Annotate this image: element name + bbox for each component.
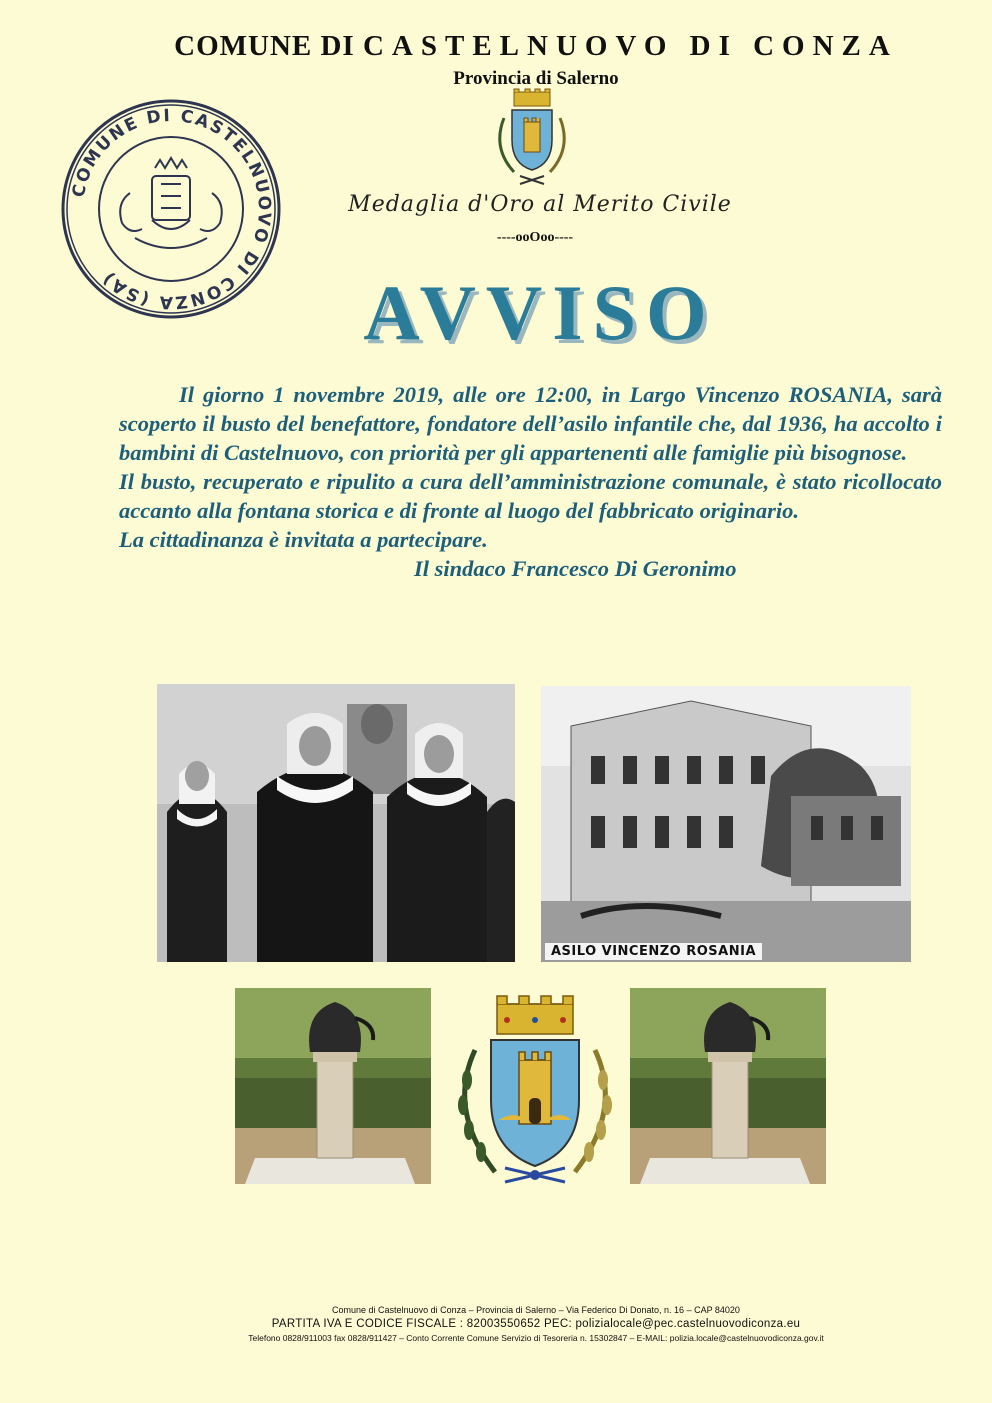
body-paragraph-2: Il busto, recuperato e ripulito a cura dell’amministrazione comunale, è stato ricollocato accanto alla fontana storica e di fronte al luogo del fabbricato originario. [119,469,942,523]
title-town: CASTELNUOVO DI CONZA [362,30,898,62]
coat-of-arms-large [445,990,625,1186]
footer-tax-pec: PARTITA IVA E CODICE FISCALE : 82003550652 PEC: polizialocale@pec.castelnuovodiconza.eu [271,1318,801,1330]
photo-caption: ASILO VINCENZO ROSANIA [545,943,762,960]
photo-covered-bust-left [235,988,431,1184]
footer-address: Comune di Castelnuovo di Conza – Provincia di Salerno – Via Federico Di Donato, n. 16 – CAP 84020 [332,1305,740,1315]
photo-asylum-building [541,686,911,962]
title-prefix: COMUNE DI [174,30,355,62]
municipal-stamp [60,98,282,320]
mayor-signature: Il sindaco Francesco Di Geronimo [414,556,737,581]
photo-covered-bust-right [630,988,826,1184]
stamp-text: COMUNE DI CASTELNUOVO DI CONZA (SA) [68,105,275,313]
body-paragraph-3: La cittadinanza è invitata a partecipare. [119,527,488,552]
province-subtitle: Provincia di Salerno [453,68,619,89]
decorative-separator: ----ooOoo---- [496,230,574,245]
notice-body [119,380,942,583]
coat-of-arms-small [484,88,580,192]
body-paragraph-1: Il giorno 1 novembre 2019, alle ore 12:00, in Largo Vincenzo ROSANIA, sarà scoperto il busto del benefattore, fondatore dell’asilo infantile che, dal 1936, ha accolto i bambini di Castelnuovo, con priorità per gli appartenenti alle famiglie più bisognose. [119,382,942,465]
stamp-emblem-icon [120,158,222,248]
photo-nuns [157,684,515,962]
medal-motto: Medaglia d'Oro al Merito Civile [348,192,732,217]
notice-heading: AVVISO [363,269,717,356]
municipality-title [0,30,992,63]
footer-contacts: Telefono 0828/911003 fax 0828/911427 – Conto Corrente Comune Servizio di Tesoreria n. 15302847 – E-MAIL: polizia.locale@castelnuovodiconza.gov.it [248,1333,824,1343]
